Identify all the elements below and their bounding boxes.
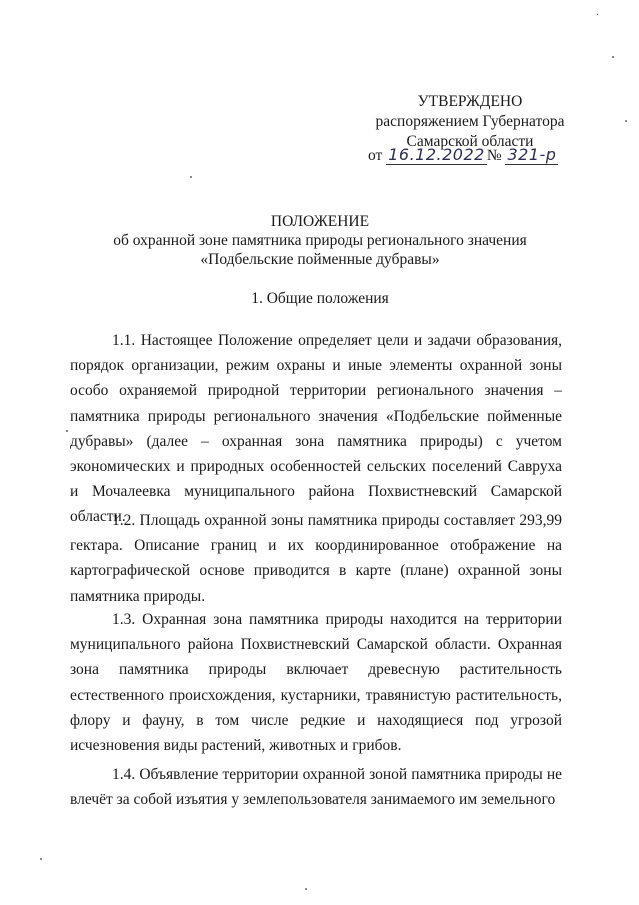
- title-name: «Подбельские пойменные дубравы»: [200, 251, 440, 268]
- approved-by: распоряжением Губернатора: [375, 113, 565, 130]
- paragraph-1-1: 1.1. Настоящее Положение определяет цели и задачи образования, порядок организации, режим охраны и иные элементы охранной зоны особо охраняемой природной территории регионального значения – памятника природы регионального значения «Подбельские пойменные дубравы» (далее – охранная зона памятника природы) с учетом экономических и природных особенностей сельских поселений Савруха и Мочалеевка муниципального района Похвистневский Самарской области.: [70, 332, 562, 526]
- paragraph-1-3: 1.3. Охранная зона памятника природы находится на территории муниципального района Похвистневский Самарской области. Охранная зона памятника природы включает древесную растительность естественного происхождения, кустарники, травянистую растительность, флору и фауну, в том числе редкие и находящиеся под угрозой исчезновения виды растений, животных и грибов.: [70, 611, 562, 755]
- title-heading: ПОЛОЖЕНИЕ: [270, 213, 370, 230]
- approved-label: УТВЕРЖДЕНО: [417, 93, 523, 110]
- scan-speck: [190, 176, 192, 178]
- document-title: [40, 212, 600, 269]
- approval-date-number: [368, 146, 558, 165]
- scan-mark: ·: [596, 10, 600, 21]
- scan-speck: [40, 858, 42, 860]
- scan-speck: [305, 888, 307, 890]
- number-sign: №: [486, 147, 502, 164]
- approval-stamp: [360, 92, 580, 152]
- title-subject: об охранной зоне памятника природы регионального значения: [113, 232, 527, 249]
- paragraph-1-2: 1.2. Площадь охранной зоны памятника природы составляет 293,99 гектара. Описание границ и их координированное отображение на картографической основе приводится в карте (плане) охранной зоны памятника природы.: [70, 512, 562, 605]
- handwritten-number: 321-р: [507, 145, 557, 164]
- scan-speck: [612, 56, 614, 58]
- date-prefix: от: [368, 147, 383, 164]
- scan-speck: [625, 120, 627, 122]
- scan-speck: [66, 430, 68, 432]
- approved-region: Самарской области: [406, 133, 534, 150]
- paragraph-1-4: 1.4. Объявление территории охранной зоной памятника природы не влечёт за собой изъятия у землепользователя занимаемого им земельного: [70, 766, 562, 809]
- section-heading: 1. Общие положения: [251, 290, 389, 307]
- handwritten-date: 16.12.2022: [388, 145, 485, 164]
